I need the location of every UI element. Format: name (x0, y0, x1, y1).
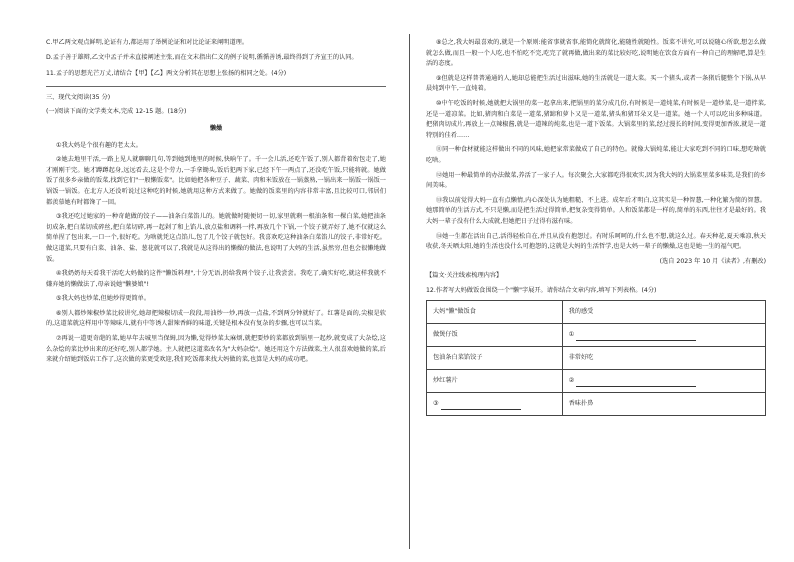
option-d: D.孟子善于雄辩,乙文中孟子并未直接阐述主张,而在文末指出仁义的例子说明,循循善诱,最终得到了齐宣王的认同。 (46, 53, 358, 61)
paragraph-8: ⑧总之,我大妈最喜欢的,就是一个原则:能省事就省事,能简化就简化,能随性就随性。饭菜不讲究,可以说随心所欲,想怎么做就怎么做,而且一般一个人吃,也不怕吃不完,吃完了就再做,做出来的菜比较好吃,说明她在饮食方面有一种自己的理解吧,算是生活的态度。 (426, 39, 766, 68)
answer-label: ③ (433, 400, 439, 408)
option-c: C.甲乙两文观点鲜明,论证有力,都运用了举例论证和对比论证来阐明道理。 (46, 39, 249, 46)
task-tag: 【篇文·关注线索梳理内容】 (426, 272, 503, 280)
table-row (427, 393, 766, 416)
paragraph-6: ⑥别人都炒辣椒炒菜比较讲究,她却把辣椒切成一段段,用油炒一炒,再放一点盐,不到两分钟就好了。红薯是面的,尖椒是软的,这道菜就这样用中等辣味儿,就有中等诱人甜辣香鲜的味道,关键是根本没有复杂的步骤,也可以当菜。 (46, 309, 386, 328)
article-title: 懒燥 (209, 124, 223, 132)
answer-blank[interactable] (576, 380, 696, 387)
right-column (426, 38, 766, 416)
paragraph-7: ⑦再说一道更奇葩的菜,她早年去城里当保姆,因为懒,觉得炒菜太麻烦,就把要炒的菜都放到锅里一起炒,就变成了大杂烩,这么杂烩的菜比炒出来的还好吃,别人都学她。主人就把这道菜改名为"大妈杂烩"。她还用这个方法做菜,主人很喜欢她做的菜,后来就介绍她到饭店工作了,这次做的菜更受欢迎,我们吃饭都来找大妈做的菜,也算是大妈的成功吧。 (46, 335, 386, 364)
table-cell: 炒红薯片 (427, 370, 563, 393)
answer-line (46, 86, 386, 87)
paragraph-2: ②她去地里干活,一路上见人就聊聊几句,等到她到地里的时候,快晌午了。千一会儿活,还吃午饭了,别人都背着衔包走了,她才刚刚干完。她才蹲蹲起身,远远看去,这是个劳力,一手拿锄头,饭后犯两下家,已经下午一两点了,还没吃午饭,只能将就。她做饭了很多乡亲做的饭菜,找到它们"一般懒饭菜"。比如她把各种豆子、蔬菜、肉和米饭放在一锅蒸熟,一锅出来一锅饭一锅饭一锅饭一锅饭。在北方人还没听说过这种吃的时候,她就用这种方式来做了。她做的饭菜里的内容非常丰富,且比较可口,邻居们都羡慕她有时都馋了一回。 (46, 156, 386, 206)
table-header-cell: 大妈"懒"做饭食 (427, 301, 563, 324)
question-12: 12.作者写大妈做饭食围绕一个"懒"字展开。请你结合文章内容,填写下列表格。(4分) (426, 286, 657, 294)
paragraph-5: ⑤我大妈也炒菜,但她炒得更简单。 (55, 295, 151, 303)
paragraph-13: ⑬我以前觉得大妈一直有点懒惰,内心深处认为她粗糙、不上进。成年后才明白,这其实是一种智慧,一种化繁为简的智慧。她那简单的生活方式,不只是懒,而是把生活过得简单,把复杂变得简单。人和饭菜都是一样的,简单的东西,往往才是最好的。我大妈一辈子没有什么大成就,但她把日子过得有滋有味。 (426, 196, 766, 225)
paragraph-3: ③我还吃过她家的一种奇葩做的饺子——油条白菜馅儿的。她就做时随便切一切,家里就剩一根油条和一棵白菜,她把油条切成条,把白菜切成碎丝,把白菜切碎,再一起剁了和上馅儿,放点盐和调料一拌,再放几个下锅,一个饺子就弄好了,她不仅就这么简单捏了包出来,一口一个,很好吃。为啥就凭这点馅儿,包了几个饺子就包好。我喜欢吃这种油条白菜馅儿的饺子,非常好吃。做这道菜,只要有白菜、油条、盐、葱花就可以了,我就是从这得出的懒燥的做法,也说明了大妈的生活,虽然穷,但也会很懒地做饭。 (46, 213, 386, 263)
paragraph-1: ①我大妈是个很有趣的老太太。 (55, 141, 142, 149)
table-cell: 包油条白菜馅饺子 (427, 347, 563, 370)
column-divider (409, 34, 410, 549)
paragraph-4: ④我奶奶每天看我干活吃大妈做的这件"懒饭料理",十分无语,扔给我两个饺子,让我尝尝。我吃了,确实好吃,就这样我就不嫌弃她的懒做法了,母亲说她"懒婆娘"! (46, 270, 386, 288)
table-row (427, 347, 766, 370)
paragraph-10: ⑩中午吃饭的时候,她就把大锅里的菜一起拿出来,把锅里的菜分成几份,有时候是一道炖菜,有时候是一道炒菜,是一道拌菜,还是一道凉菜。比如,猪肉和白菜是一道菜,猪蹄和萝卜又是一道菜,猪头和猪耳朵又是一道菜。她一个人可以吃出多种味道。把猪肉切成片,再放上一点辣椒酱,就是一道辣的炖菜,也是一道下饭菜。大锅菜里的菜,经过漫长的时间,变得更加香浓,就是一道特别的佳肴…… (426, 99, 766, 139)
paragraph-9: ⑨但就是这样普普通通的人,她却总能把生活过出滋味,她的生活就是一道大菜。买一个猪头,或者一条猪后腿整个下锅,从早晨炖到中午,一直炖着。 (426, 74, 766, 93)
table-header-cell: 我的感受 (562, 301, 765, 324)
paragraph-12: ⑫她用一种最简单的办法做菜,养活了一家子人。每次聚会,大家都吃得很欢实,因为我大妈的大锅菜里菜多味美,是我们的乡间美味。 (426, 171, 766, 190)
table-row (427, 324, 766, 347)
answer-label: ② (568, 377, 575, 385)
question-11: 11.孟子的思想光芒万丈,请结合【甲】【乙】两文分析其在思想上张扬的相同之处。(4分) (46, 70, 287, 78)
answer-blank[interactable] (576, 334, 696, 341)
answer-label: ① (568, 331, 575, 339)
answer-cell[interactable] (427, 393, 563, 416)
answer-table (426, 300, 766, 416)
answer-cell[interactable] (562, 370, 765, 393)
answer-blank[interactable] (441, 403, 521, 410)
table-cell: 非常好吃 (562, 347, 765, 370)
table-cell: 香味扑鼻 (562, 393, 765, 416)
paragraph-14: ⑭她一生都在活出自己,活得轻松自在,并且从没有抱怨过。有时乐呵呵的,什么也不想,就这么过。春天种花,夏天乘凉,秋天收获,冬天晒太阳,她的生活也没什么可抱怨的,这就是大妈的生活哲学,也是大妈一辈子的懒燥,这也是她一生的福气吧。 (426, 232, 766, 251)
section-3-heading: 三、现代文阅读(35 分) (46, 93, 111, 101)
left-column (46, 38, 386, 370)
table-row (427, 370, 766, 393)
answer-cell[interactable] (562, 324, 765, 347)
table-cell: 做煲仔饭 (427, 324, 563, 347)
subsection-heading: (一)阅读下面的文学类文本,完成 12-15 题。(18分) (46, 108, 187, 116)
paragraph-11: ⑪同一种食材就能这样做出不同的风味,她把家常菜做成了自己的特色。就像大锅炖菜,能让大家吃到不同的口味,想吃啥就吃啥。 (426, 146, 766, 164)
table-header-row (427, 301, 766, 324)
source-note: (选自 2023 年 10 月《读者》,有删改) (659, 257, 766, 265)
